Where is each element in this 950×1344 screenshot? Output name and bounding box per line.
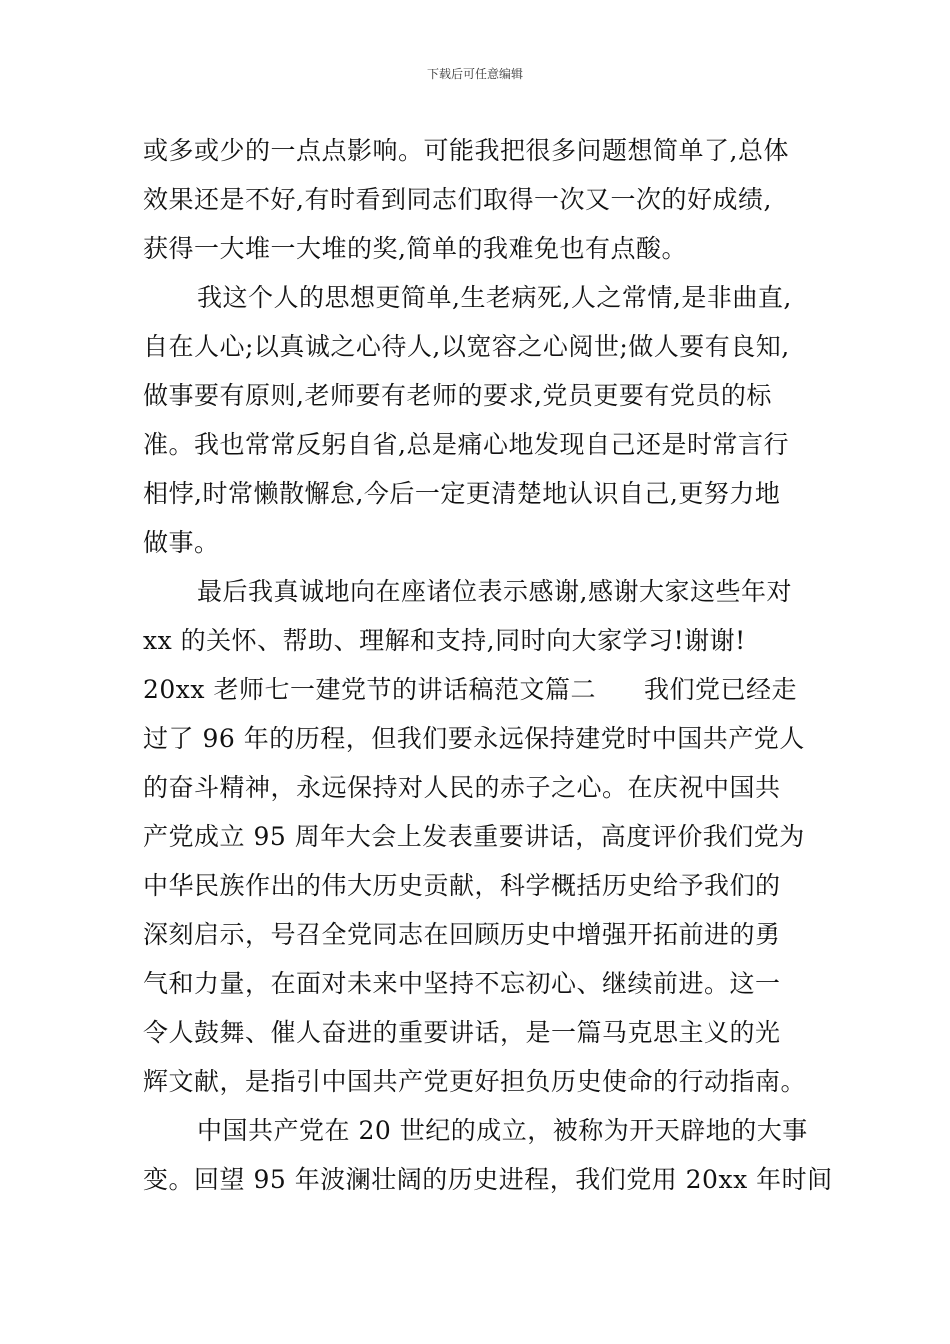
text-line: 效果还是不好,有时看到同志们取得一次又一次的好成绩, (143, 185, 772, 214)
text-line: 深刻启示，号召全党同志在回顾历史中增强开拓前进的勇 (143, 920, 781, 949)
text-line: 我这个人的思想更简单,生老病死,人之常情,是非曲直, (197, 283, 792, 312)
text-line: 的奋斗精神，永远保持对人民的赤子之心。在庆祝中国共 (143, 773, 781, 802)
heading-line (143, 665, 813, 714)
text-line: 或多或少的一点点影响。可能我把很多问题想简单了,总体 (143, 136, 789, 165)
text-line: 气和力量，在面对未来中坚持不忘初心、继续前进。这一 (143, 969, 781, 998)
text-line: 做事要有原则,老师要有老师的要求,党员更要有党员的标 (143, 381, 772, 410)
paragraph-2 (143, 273, 813, 567)
paragraph-3 (143, 567, 813, 665)
text-line: 令人鼓舞、催人奋进的重要讲话，是一篇马克思主义的光 (143, 1018, 781, 1047)
heading-continuation: 我们党已经走 (643, 675, 797, 704)
text-line: 辉文献，是指引中国共产党更好担负历史使命的行动指南。 (143, 1067, 807, 1096)
text-line: 准。我也常常反躬自省,总是痛心地发现自己还是时常言行 (143, 430, 789, 459)
paragraph-5 (143, 1106, 833, 1204)
text-line: 自在人心;以真诚之心待人,以宽容之心阅世;做人要有良知, (143, 332, 790, 361)
text-line: 获得一大堆一大堆的奖,简单的我难免也有点酸。 (143, 234, 687, 263)
document-body (143, 126, 833, 1204)
text-line: 相悖,时常懒散懈怠,今后一定更清楚地认识自己,更努力地 (143, 479, 781, 508)
text-line: xx 的关怀、帮助、理解和支持,同时向大家学习!谢谢! (143, 626, 746, 655)
section-heading (143, 665, 813, 714)
text-line: 产党成立 95 周年大会上发表重要讲话，高度评价我们党为 (143, 822, 805, 851)
section-title: 20xx 老师七一建党节的讲话稿范文篇二 (143, 675, 596, 704)
text-line: 过了 96 年的历程，但我们要永远保持建党时中国共产党人 (143, 724, 805, 753)
text-line: 最后我真诚地向在座诸位表示感谢,感谢大家这些年对 (197, 577, 792, 606)
paragraph-4 (143, 714, 813, 1106)
text-line: 做事。 (143, 528, 220, 557)
paragraph-1 (143, 126, 813, 273)
page-header: 下载后可任意编辑 (426, 67, 523, 81)
text-line: 中国共产党在 20 世纪的成立，被称为开天辟地的大事 (197, 1116, 808, 1145)
text-line: 中华民族作出的伟大历史贡献，科学概括历史给予我们的 (143, 871, 781, 900)
text-line: 变。回望 95 年波澜壮阔的历史进程，我们党用 20xx 年时间 (143, 1165, 833, 1194)
